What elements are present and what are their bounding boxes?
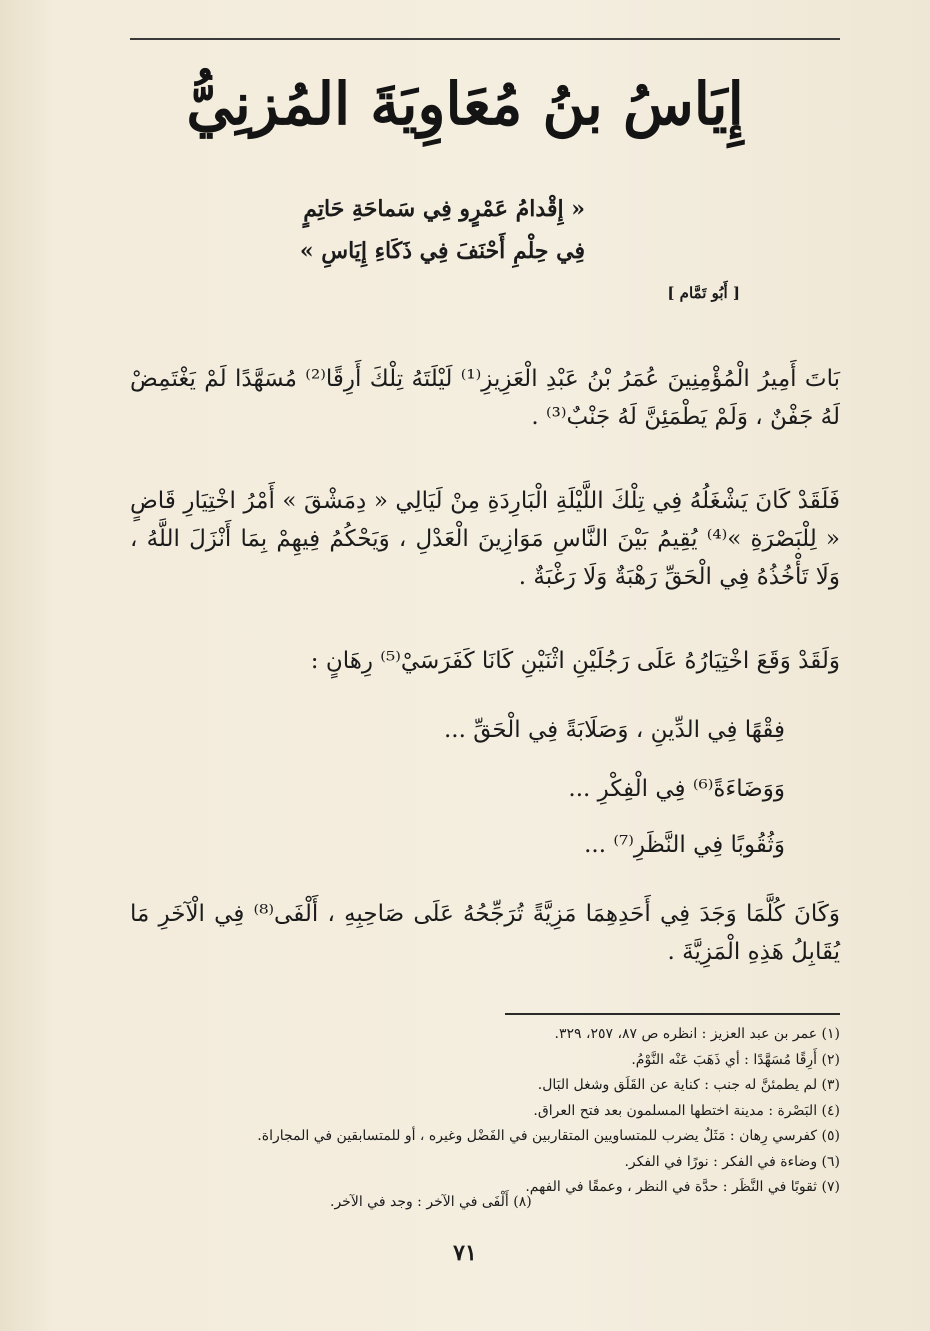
- paragraph-3: وَكَانَ كُلَّمَا وَجَدَ فِي أَحَدِهِمَا مَزِيَّةً تُرَجِّحُهُ عَلَى صَاحِبِهِ ، أَلْفَى⁽⁸⁾ فِي الْآخَرِ مَا يُقَابِلُ هَذِهِ الْمَزِيَّةَ .: [130, 901, 840, 965]
- footnotes: [140, 1022, 840, 1201]
- footnote-3: (٣) لم يطمئنَّ له جنب : كناية عن القَلَق وشغل البَال.: [537, 1077, 840, 1093]
- paragraph-line-wadaa: وَوَضَاءَةً⁽⁶⁾ فِي الْفِكْرِ ...: [568, 776, 785, 802]
- paragraph-line-thuqub: وَثُقُوبًا فِي النَّظَرِ⁽⁷⁾ ...: [584, 832, 785, 858]
- paragraph-2: فَلَقَدْ كَانَ يَشْغَلُهُ فِي تِلْكَ اللَّيْلَةِ الْبَارِدَةِ مِنْ لَيَالِي « دِمَشْقَ » أَمْرُ اخْتِيَارِ قَاضٍ « لِلْبَصْرَةِ »⁽⁴⁾ يُقِيمُ بَيْنَ النَّاسِ مَوَازِينَ الْعَدْلِ ، وَيَحْكُمُ فِيهِمْ بِمَا أَنْزَلَ اللَّهُ ، وَلَا تَأْخُذُهُ فِي الْحَقِّ رَهْبَةٌ وَلَا رَغْبَةٌ .: [130, 488, 840, 590]
- footnote-5: (٥) كفرسي رِهان : مَثَلٌ يضرب للمتساويين المتقاربين في الفَضْل وغيره ، أو للمتسابقين في المجاراة.: [257, 1128, 840, 1144]
- poem-line-1: « إِقْدامُ عَمْرٍو فِي سَماحَةِ حَاتِمٍ: [303, 196, 585, 222]
- paragraph-line-choice: وَلَقَدْ وَقَعَ اخْتِيَارُهُ عَلَى رَجُلَيْنِ اثْنَيْنِ كَانَا كَفَرَسَيْ⁽⁵⁾ رِهَانٍ :: [310, 648, 840, 674]
- footnote-1: (١) عمر بن عبد العزيز : انظره ص ٨٧، ٢٥٧، ٣٢٩.: [554, 1026, 840, 1042]
- bleed-through-header: [130, 6, 840, 34]
- page-number: ٧١: [453, 1240, 477, 1266]
- chapter-title: إِيَاسُ بنُ مُعَاوِيَةَ المُزنِيُّ: [186, 70, 744, 138]
- footnote-6: (٦) وضاءة في الفكر : نورًا في الفكر.: [624, 1153, 840, 1170]
- poem-line-2: فِي حِلْمِ أَحْنَفَ فِي ذَكَاءِ إِيَاسِ »: [299, 238, 585, 264]
- footnote-4: (٤) البَصْرة : مدينة اختطها المسلمون بعد فتح العراق.: [533, 1102, 840, 1119]
- footnote-7: (٧) ثقوبًا في النَّظَر : حدَّة في النظر ، وعمقًا في الفهم.: [525, 1179, 840, 1195]
- paragraph-1: بَاتَ أَمِيرُ الْمُؤْمِنِينَ عُمَرُ بْنُ عَبْدِ الْعَزِيزِ⁽¹⁾ لَيْلَتَهُ تِلْكَ أَرِقًا⁽²⁾ مُسَهَّدًا لَمْ يَغْتَمِضْ لَهُ جَفْنٌ ، وَلَمْ يَطْمَئِنَّ لَهُ جَنْبٌ⁽³⁾ .: [130, 366, 840, 430]
- footnote-8: (٨) أَلْفَى في الآخر : وجد في الآخر.: [330, 1194, 532, 1210]
- footnote-rule: [505, 1013, 840, 1015]
- footnote-2: (٢) أَرِقًا مُسَهَّدًا : أي ذَهَبَ عَنْه النَّوْمُ.: [631, 1051, 840, 1068]
- header-rule: [130, 38, 840, 40]
- poem-attribution: [ أَبُو تَمَّام ]: [667, 284, 740, 302]
- paragraph-line-fiqh: فِقْهًا فِي الدِّينِ ، وَصَلَابَةً فِي الْحَقِّ ...: [443, 717, 785, 743]
